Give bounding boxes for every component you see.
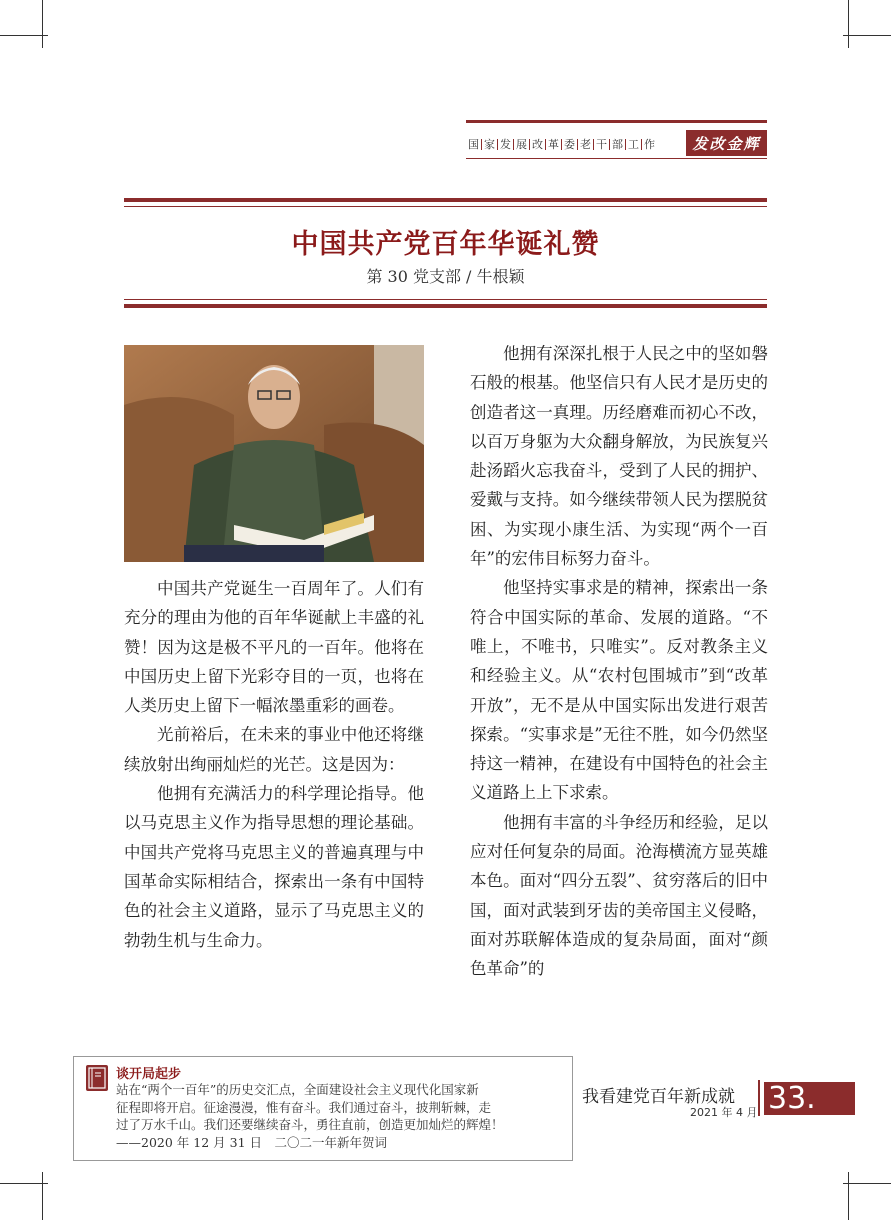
quote-line: 过了万水千山。我们还要继续奋斗，勇往直前，创造更加灿烂的辉煌！ [116, 1117, 504, 1132]
crop-mark [0, 35, 48, 36]
header-nav-char: 部 [612, 138, 623, 151]
paragraph: 他坚持实事求是的精神，探索出一条符合中国实际的革命、发展的道路。“不唯上，不唯书，只唯实”。反对教条主义和经验主义。从“农村包围城市”到“改革开放”，无不是从中国实际出发进行艰苦探索。“实事求是”无往不胜，如今仍然坚持这一精神，在建设有中国特色的社会主义道路上上下求索。 [470, 578, 768, 803]
title-rule-bottom-thin [124, 299, 767, 300]
book-icon [86, 1065, 108, 1091]
header-nav-char: 委 [564, 138, 575, 151]
article-title: 中国共产党百年华诞礼赞 [291, 229, 600, 260]
paragraph: 他拥有充满活力的科学理论指导。他以马克思主义作为指导思想的理论基础。中国共产党将马克思主义的普遍真理与中国革命实际相结合，探索出一条有中国特色的社会主义道路，显示了马克思主义的勃勃生机与生命力。 [124, 784, 424, 950]
title-rule-top [124, 198, 767, 202]
article-byline: 第 30 党支部 / 牛根颖 [366, 267, 525, 286]
footer-date: 2021 年 4 月 [690, 1106, 758, 1119]
quote-line: 征程即将开启。征途漫漫，惟有奋斗。我们通过奋斗，披荆斩棘，走 [116, 1099, 492, 1115]
portrait-photo [124, 345, 424, 562]
footer-slogan: 我看建党百年新成就 [582, 1087, 735, 1107]
paragraph: 他拥有深深扎根于人民之中的坚如磐石般的根基。他坚信只有人民才是历史的创造者这一真理。历经磨难而初心不改，以百万身躯为大众翻身解放，为民族复兴赴汤蹈火忘我奋斗，受到了人民的拥护、爱戴与支持。如今继续带领人民为摆脱贫困、为实现小康生活、为实现“两个一百年”的宏伟目标努力奋斗。 [470, 344, 768, 569]
header-nav-char: 家 [484, 138, 495, 151]
header-badge: 发改金辉 [686, 130, 767, 156]
header-nav-char: 改 [532, 138, 543, 151]
header-nav-char: 革 [548, 138, 559, 151]
quote-line: 站在“两个一百年”的历史交汇点，全面建设社会主义现代化国家新 [116, 1082, 479, 1097]
quote-text [116, 1081, 564, 1151]
header-nav-char: 干 [596, 138, 607, 151]
crop-mark [843, 1183, 891, 1184]
quote-source: ——2020 年 12 月 31 日 二〇二一年新年贺词 [116, 1134, 387, 1150]
crop-mark [843, 35, 891, 36]
crop-mark [848, 1172, 849, 1220]
paragraph: 中国共产党诞生一百周年了。人们有充分的理由为他的百年华诞献上丰盛的礼赞！因为这是极不平凡的一百年。他将在中国历史上留下光彩夺目的一页，也将在人类历史上留下一幅浓墨重彩的画卷。 [124, 579, 424, 716]
quote-box [73, 1056, 573, 1161]
crop-mark [0, 1183, 48, 1184]
header-nav-char: 作 [644, 138, 655, 151]
paragraph: 他拥有丰富的斗争经历和经验，足以应对任何复杂的局面。沧海横流方显英雄本色。面对“四分五裂”、贫穷落后的旧中国，面对武装到牙齿的美帝国主义侵略，面对苏联解体造成的复杂局面，面对“颜色革命”的 [470, 812, 768, 979]
page-number: 33. [764, 1082, 855, 1115]
header-nav-char: 工 [628, 138, 639, 151]
crop-mark [42, 0, 43, 48]
title-rule-top-thin [124, 206, 767, 207]
paragraph: 光前裕后，在未来的事业中他还将继续放射出绚丽灿烂的光芒。这是因为： [124, 725, 424, 774]
crop-mark [848, 0, 849, 48]
quote-title: 谈开局起步 [116, 1067, 182, 1082]
title-rule-bottom [124, 304, 767, 308]
header-rule [466, 158, 767, 159]
header-nav-char: 国 [468, 138, 479, 151]
header-nav-char: 发 [500, 138, 511, 151]
header-nav-char: 老 [580, 138, 591, 151]
article-column-left [124, 574, 424, 955]
header-rule [466, 120, 767, 123]
header-nav [466, 135, 657, 153]
footer-divider [758, 1080, 760, 1116]
crop-mark [42, 1172, 43, 1220]
article-column-right [470, 339, 768, 984]
header-nav-char: 展 [516, 138, 527, 151]
